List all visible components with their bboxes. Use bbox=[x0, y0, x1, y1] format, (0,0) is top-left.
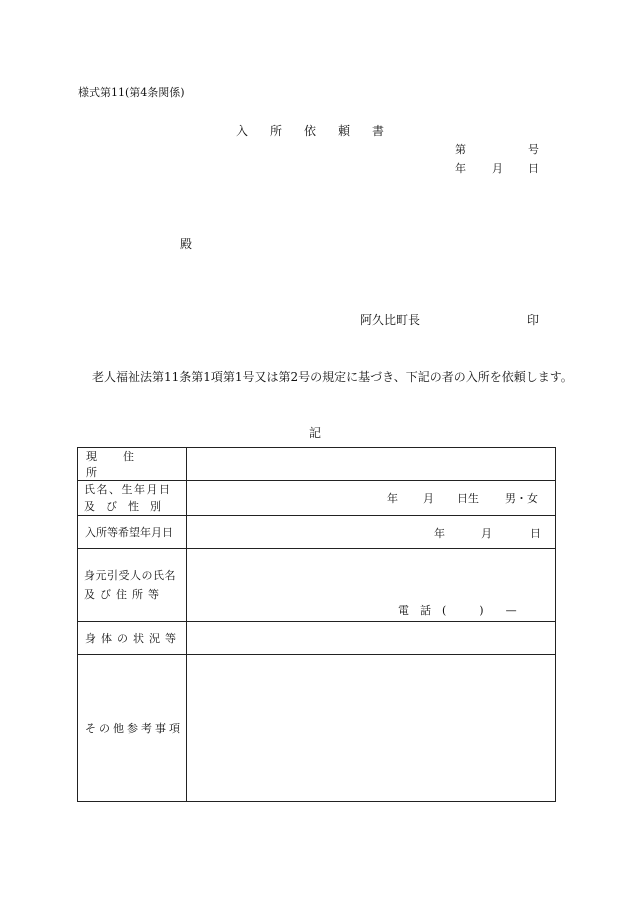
admission-day-label: 日 bbox=[530, 527, 541, 540]
table-row bbox=[78, 655, 556, 802]
table-row bbox=[78, 481, 556, 516]
guardian-phone-label: 電 話 ( ) — bbox=[398, 604, 517, 617]
physical-condition-field[interactable] bbox=[187, 622, 556, 655]
title-char: 依 bbox=[304, 124, 317, 138]
title-char: 所 bbox=[270, 124, 283, 138]
title-char: 書 bbox=[372, 124, 385, 138]
guardian-label-line1: 身元引受人の氏名 bbox=[84, 569, 176, 582]
request-body-text: 老人福祉法第11条第1項第1号又は第2号の規定に基づき、下記の者の入所を依頼します。 bbox=[92, 370, 573, 384]
date-day: 日 bbox=[528, 162, 539, 175]
admission-year-label: 年 bbox=[434, 527, 445, 540]
name-label bbox=[78, 481, 186, 515]
form-number-label: 様式第11(第4条関係) bbox=[78, 86, 185, 99]
name-label-line1: 氏名、生年月日 bbox=[84, 483, 172, 496]
sender-name: 阿久比町長 bbox=[360, 313, 421, 327]
document-number-prefix: 第 bbox=[455, 143, 466, 156]
note-heading: 記 bbox=[309, 426, 322, 440]
notes-label: その他参考事項 bbox=[85, 722, 183, 735]
address-label-cell bbox=[78, 448, 187, 481]
birth-month-label: 月 bbox=[423, 492, 434, 505]
table-row bbox=[78, 516, 556, 549]
physical-label: 身体の状況等 bbox=[85, 632, 181, 645]
document-title bbox=[236, 122, 406, 139]
address-label-text: 現住所 bbox=[86, 450, 160, 479]
notes-field[interactable] bbox=[187, 655, 556, 802]
admission-month-label: 月 bbox=[481, 527, 492, 540]
name-label-line2: 及び性別 bbox=[84, 500, 172, 513]
sex-options: 男・女 bbox=[505, 492, 538, 505]
table-row bbox=[78, 448, 556, 481]
notes-label-cell bbox=[78, 655, 187, 802]
date-year: 年 bbox=[455, 162, 466, 175]
address-label bbox=[78, 448, 186, 480]
table-row bbox=[78, 622, 556, 655]
guardian-label-line2: 及び住所等 bbox=[84, 588, 164, 601]
admission-label: 入所等希望年月日 bbox=[85, 526, 173, 539]
name-birth-sex-field[interactable] bbox=[187, 481, 556, 516]
title-char: 入 bbox=[236, 124, 249, 138]
admission-date-field[interactable] bbox=[187, 516, 556, 549]
seal-mark: 印 bbox=[527, 313, 540, 327]
guardian-label-cell bbox=[78, 549, 187, 622]
document-number-suffix: 号 bbox=[528, 143, 539, 156]
birth-day-label: 日生 bbox=[457, 492, 479, 505]
table-row bbox=[78, 549, 556, 622]
name-label-cell bbox=[78, 481, 187, 516]
date-month: 月 bbox=[492, 162, 503, 175]
guardian-field[interactable] bbox=[187, 549, 556, 622]
address-field[interactable] bbox=[187, 448, 556, 481]
title-char: 頼 bbox=[338, 124, 351, 138]
guardian-label bbox=[78, 566, 186, 604]
birth-year-label: 年 bbox=[387, 492, 398, 505]
addressee-honorific: 殿 bbox=[180, 237, 193, 251]
physical-label-cell bbox=[78, 622, 187, 655]
admission-label-cell bbox=[78, 516, 187, 549]
request-form-table bbox=[77, 447, 556, 802]
